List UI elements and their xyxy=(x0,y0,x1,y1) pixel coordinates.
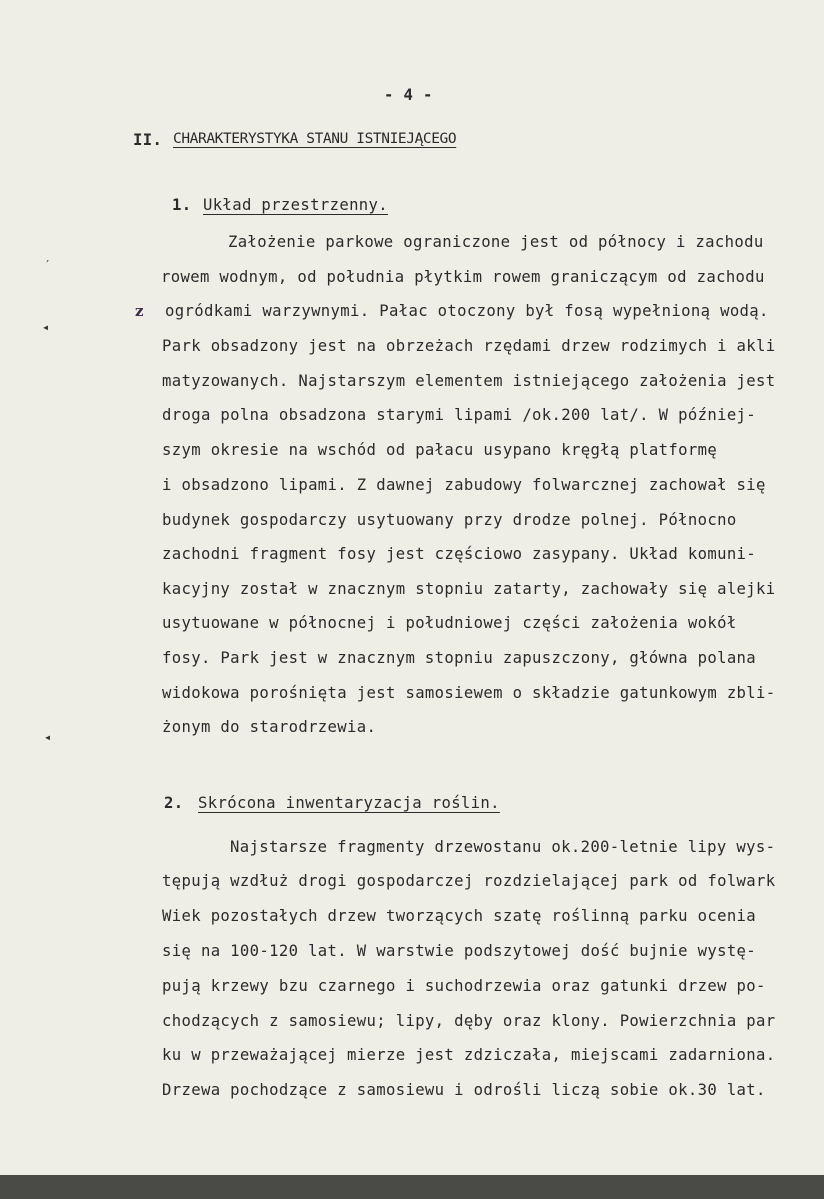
text-line: widokowa porośnięta jest samosiewem o składzie gatunkowym zbli- xyxy=(162,684,776,702)
margin-tick: ◂ xyxy=(42,320,50,334)
section-heading: CHARAKTERYSTYKA STANU ISTNIEJĄCEGO xyxy=(173,131,457,147)
page-number: - 4 - xyxy=(384,86,433,104)
text-line: Park obsadzony jest na obrzeżach rzędami drzew rodzimych i akli xyxy=(162,337,776,355)
text-line: ku w przeważającej mierze jest zdziczała, miejscami zadarniona. xyxy=(162,1046,776,1064)
text-line: chodzących z samosiewu; lipy, dęby oraz klony. Powierzchnia par xyxy=(162,1012,776,1030)
text-line: Założenie parkowe ograniczone jest od północy i zachodu xyxy=(228,233,764,251)
text-line: się na 100-120 lat. W warstwie podszytowej dość bujnie wystę- xyxy=(162,942,757,960)
text-line: zachodni fragment fosy jest częściowo zasypany. Układ komuni- xyxy=(162,545,757,563)
text-line: matyzowanych. Najstarszym elementem istniejącego założenia jest xyxy=(162,372,776,390)
section-number: II. xyxy=(133,131,163,149)
text-line: droga polna obsadzona starymi lipami /ok.200 lat/. W później- xyxy=(162,406,757,424)
text-line: Najstarsze fragmenty drzewostanu ok.200-letnie lipy wys- xyxy=(230,838,776,856)
text-line: budynek gospodarczy usytuowany przy drodze polnej. Północno xyxy=(162,511,737,529)
scan-edge xyxy=(0,1175,824,1199)
subsection-1-number: 1. xyxy=(172,196,192,214)
margin-annotation: z xyxy=(135,302,144,320)
text-line: Wiek pozostałych drzew tworzących szatę roślinną parku ocenia xyxy=(162,907,757,925)
text-line: kacyjny został w znacznym stopniu zatarty, zachowały się alejki xyxy=(162,580,776,598)
margin-tick: ′ xyxy=(44,258,52,272)
text-line: szym okresie na wschód od pałacu usypano kręgłą platformę xyxy=(162,441,718,459)
subsection-2-title: Skrócona inwentaryzacja roślin. xyxy=(198,794,500,812)
margin-tick: ◂ xyxy=(44,730,52,744)
subsection-1-title: Układ przestrzenny. xyxy=(203,196,389,214)
text-line: Drzewa pochodzące z samosiewu i odrośli liczą sobie ok.30 lat. xyxy=(162,1081,766,1099)
text-line: ogródkami warzywnymi. Pałac otoczony był fosą wypełnioną wodą. xyxy=(165,302,769,320)
text-line: żonym do starodrzewia. xyxy=(162,718,377,736)
text-line: usytuowane w północnej i południowej części założenia wokół xyxy=(162,614,737,632)
text-line: fosy. Park jest w znacznym stopniu zapuszczony, główna polana xyxy=(162,649,757,667)
text-line: rowem wodnym, od południa płytkim rowem graniczącym od zachodu xyxy=(161,268,765,286)
text-line: i obsadzono lipami. Z dawnej zabudowy folwarcznej zachował się xyxy=(162,476,766,494)
text-line: pują krzewy bzu czarnego i suchodrzewia oraz gatunki drzew po- xyxy=(162,977,766,995)
text-line: tępują wzdłuż drogi gospodarczej rozdzielającej park od folwark xyxy=(162,872,776,890)
subsection-2-number: 2. xyxy=(164,794,184,812)
